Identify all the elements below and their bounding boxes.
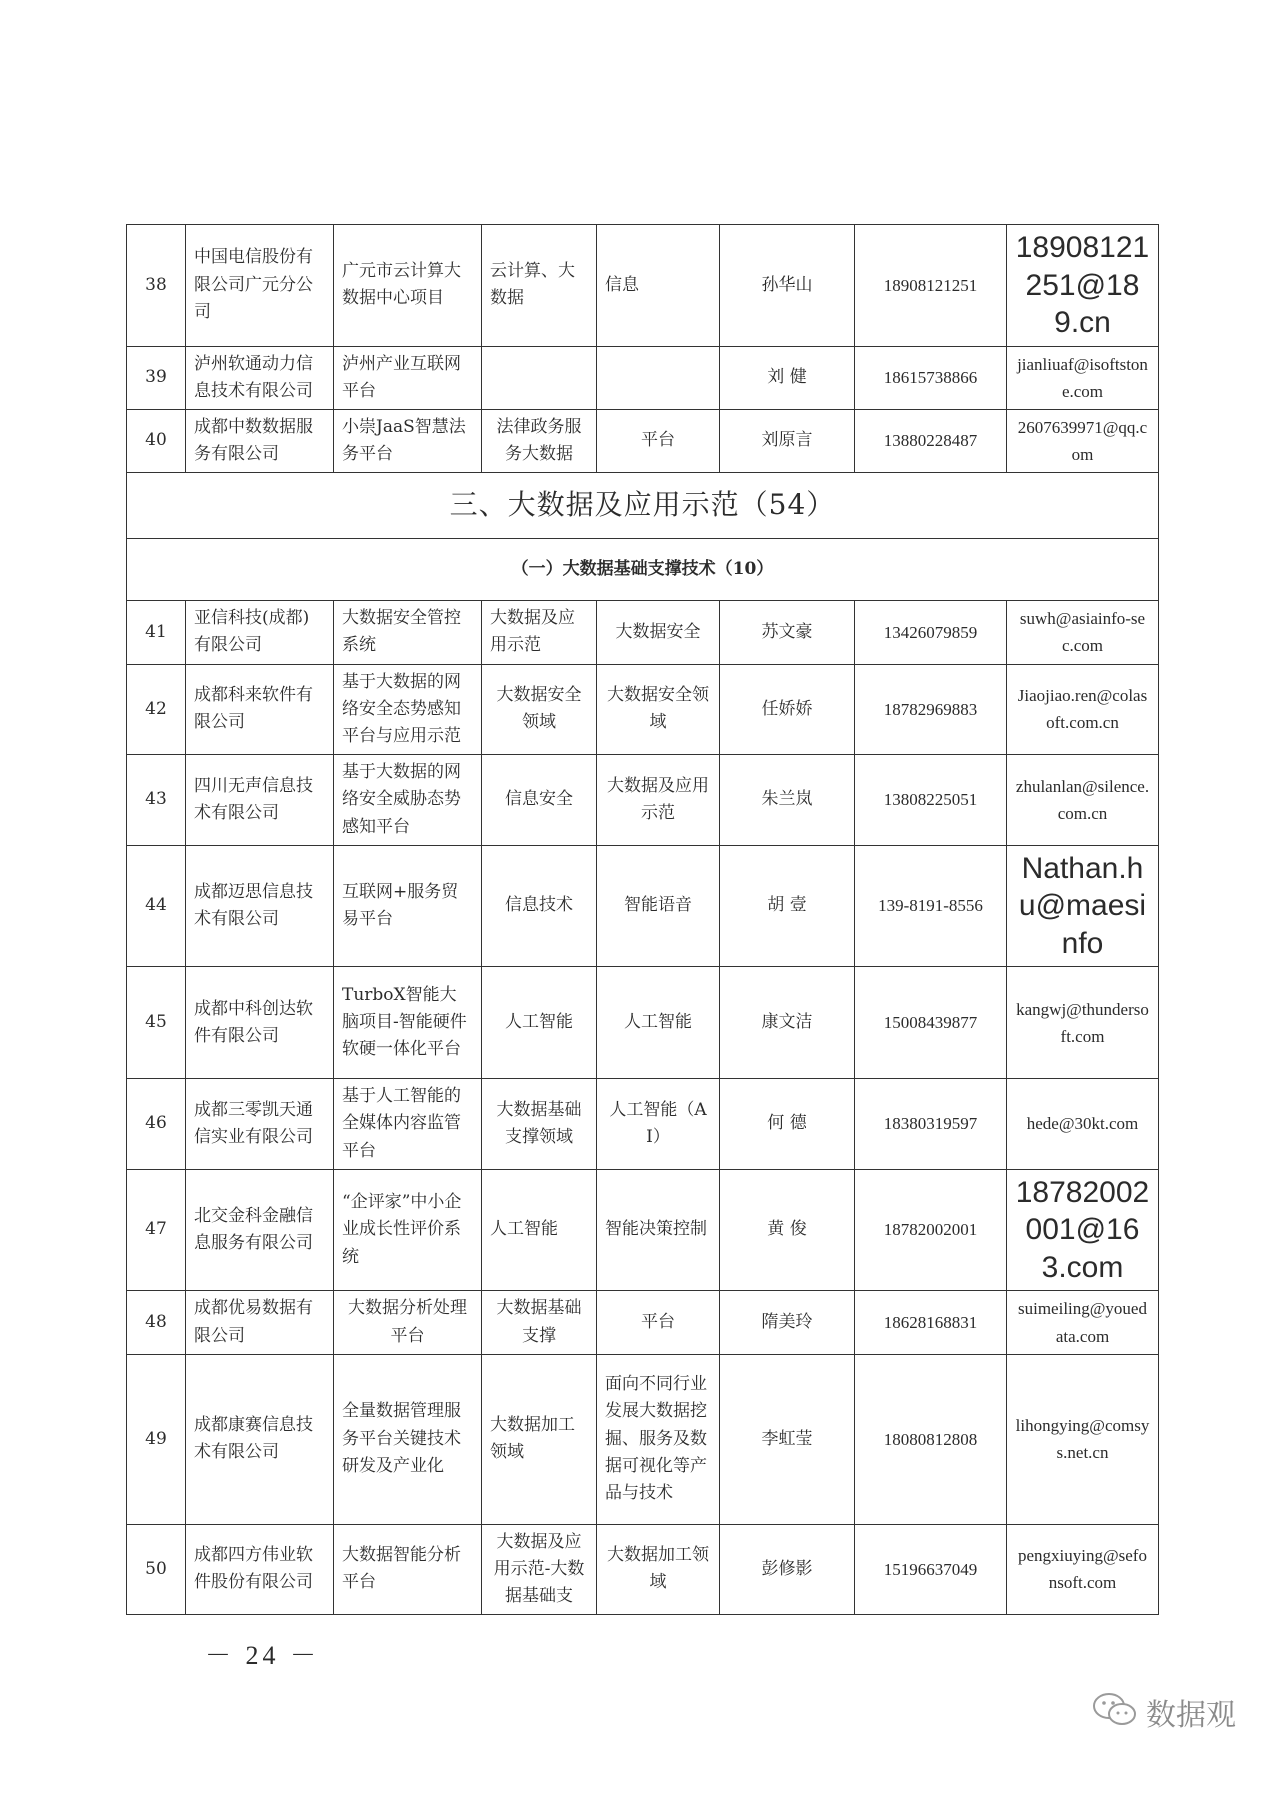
direction-cell: [597, 346, 720, 409]
phone-cell: 18782969883: [855, 664, 1007, 755]
email-cell: pengxiuying@sefonsoft.com: [1007, 1524, 1159, 1615]
phone-cell: 15196637049: [855, 1524, 1007, 1615]
org-cell: 成都康赛信息技术有限公司: [186, 1354, 334, 1524]
subsection-title-row: [127, 539, 1159, 601]
email-cell: 18908121251@189.cn: [1007, 225, 1159, 347]
project-cell: 大数据分析处理平台: [334, 1291, 482, 1354]
row-number: 47: [127, 1169, 186, 1291]
project-cell: 互联网+服务贸易平台: [334, 845, 482, 967]
direction-cell: 面向不同行业发展大数据挖掘、服务及数据可视化等产品与技术: [597, 1354, 720, 1524]
contact-cell: 孙华山: [720, 225, 855, 347]
row-number: 41: [127, 601, 186, 664]
row-number: 45: [127, 967, 186, 1079]
table-row: [127, 755, 1159, 846]
project-cell: 基于大数据的网络安全威胁态势感知平台: [334, 755, 482, 846]
phone-cell: 13426079859: [855, 601, 1007, 664]
row-number: 50: [127, 1524, 186, 1615]
phone-cell: 18782002001: [855, 1169, 1007, 1291]
field-cell: 人工智能: [482, 967, 597, 1079]
email-cell: 2607639971@qq.com: [1007, 409, 1159, 472]
org-cell: 亚信科技(成都)有限公司: [186, 601, 334, 664]
contact-cell: 胡 壹: [720, 845, 855, 967]
project-cell: 全量数据管理服务平台关键技术研发及产业化: [334, 1354, 482, 1524]
email-cell: lihongying@comsys.net.cn: [1007, 1354, 1159, 1524]
project-cell: “企评家”中小企业成长性评价系统: [334, 1169, 482, 1291]
table-row: [127, 967, 1159, 1079]
project-cell: TurboX智能大脑项目-智能硬件软硬一体化平台: [334, 967, 482, 1079]
phone-cell: 139-8191-8556: [855, 845, 1007, 967]
direction-cell: 大数据加工领域: [597, 1524, 720, 1615]
org-cell: 成都中数数据服务有限公司: [186, 409, 334, 472]
row-number: 46: [127, 1079, 186, 1170]
field-cell: 大数据基础支撑: [482, 1291, 597, 1354]
email-cell: suwh@asiainfo-sec.com: [1007, 601, 1159, 664]
field-cell: 人工智能: [482, 1169, 597, 1291]
phone-cell: 18080812808: [855, 1354, 1007, 1524]
field-cell: [482, 346, 597, 409]
row-number: 39: [127, 346, 186, 409]
email-cell: kangwj@thundersoft.com: [1007, 967, 1159, 1079]
phone-cell: 18380319597: [855, 1079, 1007, 1170]
table-row: [127, 1354, 1159, 1524]
row-number: 38: [127, 225, 186, 347]
direction-cell: 智能决策控制: [597, 1169, 720, 1291]
email-cell: zhulanlan@silence.com.cn: [1007, 755, 1159, 846]
row-number: 48: [127, 1291, 186, 1354]
email-cell: jianliuaf@isoftstone.com: [1007, 346, 1159, 409]
phone-cell: 18908121251: [855, 225, 1007, 347]
email-cell: Jiaojiao.ren@colasoft.com.cn: [1007, 664, 1159, 755]
table-row: [127, 601, 1159, 664]
contact-cell: 李虹莹: [720, 1354, 855, 1524]
project-cell: 基于大数据的网络安全态势感知平台与应用示范: [334, 664, 482, 755]
email-cell: hede@30kt.com: [1007, 1079, 1159, 1170]
section-title: 三、大数据及应用示范（54）: [127, 473, 1159, 539]
page-number: － 24 －: [205, 1641, 321, 1670]
org-cell: 成都迈思信息技术有限公司: [186, 845, 334, 967]
direction-cell: 平台: [597, 1291, 720, 1354]
table-row: [127, 1079, 1159, 1170]
table-row: [127, 346, 1159, 409]
contact-cell: 任娇娇: [720, 664, 855, 755]
wechat-icon: [1092, 1691, 1138, 1733]
contact-cell: 苏文豪: [720, 601, 855, 664]
field-cell: 大数据及应用示范: [482, 601, 597, 664]
org-cell: 北交金科金融信息服务有限公司: [186, 1169, 334, 1291]
project-cell: 小崇JaaS智慧法务平台: [334, 409, 482, 472]
contact-cell: 刘原言: [720, 409, 855, 472]
org-cell: 成都三零凯天通信实业有限公司: [186, 1079, 334, 1170]
email-cell: Nathan.hu@maesinfo: [1007, 845, 1159, 967]
direction-cell: 人工智能（AI）: [597, 1079, 720, 1170]
table-row: [127, 1291, 1159, 1354]
contact-cell: 朱兰岚: [720, 755, 855, 846]
watermark: [1092, 1690, 1236, 1734]
contact-cell: 刘 健: [720, 346, 855, 409]
contact-cell: 黄 俊: [720, 1169, 855, 1291]
phone-cell: 13880228487: [855, 409, 1007, 472]
email-cell: suimeiling@youedata.com: [1007, 1291, 1159, 1354]
table-row: [127, 664, 1159, 755]
project-cell: 广元市云计算大数据中心项目: [334, 225, 482, 347]
org-cell: 成都四方伟业软件股份有限公司: [186, 1524, 334, 1615]
project-cell: 大数据智能分析平台: [334, 1524, 482, 1615]
org-cell: 四川无声信息技术有限公司: [186, 755, 334, 846]
row-number: 42: [127, 664, 186, 755]
field-cell: 大数据安全领域: [482, 664, 597, 755]
direction-cell: 大数据及应用示范: [597, 755, 720, 846]
direction-cell: 大数据安全: [597, 601, 720, 664]
phone-cell: 18615738866: [855, 346, 1007, 409]
direction-cell: 大数据安全领域: [597, 664, 720, 755]
field-cell: 云计算、大数据: [482, 225, 597, 347]
watermark-text: 数据观: [1146, 1698, 1236, 1733]
field-cell: 大数据及应用示范-大数据基础支: [482, 1524, 597, 1615]
table-row: [127, 1169, 1159, 1291]
org-cell: 成都科来软件有限公司: [186, 664, 334, 755]
direction-cell: 人工智能: [597, 967, 720, 1079]
contact-cell: 康文洁: [720, 967, 855, 1079]
email-cell: 18782002001@163.com: [1007, 1169, 1159, 1291]
project-cell: 泸州产业互联网平台: [334, 346, 482, 409]
direction-cell: 智能语音: [597, 845, 720, 967]
direction-cell: 信息: [597, 225, 720, 347]
project-cell: 大数据安全管控系统: [334, 601, 482, 664]
phone-cell: 13808225051: [855, 755, 1007, 846]
project-table: [126, 224, 1159, 1615]
row-number: 40: [127, 409, 186, 472]
project-cell: 基于人工智能的全媒体内容监管平台: [334, 1079, 482, 1170]
phone-cell: 18628168831: [855, 1291, 1007, 1354]
contact-cell: 彭修影: [720, 1524, 855, 1615]
field-cell: 法律政务服务大数据: [482, 409, 597, 472]
row-number: 43: [127, 755, 186, 846]
field-cell: 信息技术: [482, 845, 597, 967]
phone-cell: 15008439877: [855, 967, 1007, 1079]
field-cell: 大数据加工领域: [482, 1354, 597, 1524]
section-title-row: [127, 473, 1159, 539]
direction-cell: 平台: [597, 409, 720, 472]
table-row: [127, 225, 1159, 347]
subsection-title: （一）大数据基础支撑技术（10）: [127, 539, 1159, 601]
org-cell: 成都中科创达软件有限公司: [186, 967, 334, 1079]
row-number: 44: [127, 845, 186, 967]
field-cell: 信息安全: [482, 755, 597, 846]
org-cell: 泸州软通动力信息技术有限公司: [186, 346, 334, 409]
table-row: [127, 409, 1159, 472]
table-row: [127, 845, 1159, 967]
table-row: [127, 1524, 1159, 1615]
field-cell: 大数据基础支撑领域: [482, 1079, 597, 1170]
org-cell: 成都优易数据有限公司: [186, 1291, 334, 1354]
row-number: 49: [127, 1354, 186, 1524]
org-cell: 中国电信股份有限公司广元分公司: [186, 225, 334, 347]
contact-cell: 隋美玲: [720, 1291, 855, 1354]
contact-cell: 何 德: [720, 1079, 855, 1170]
